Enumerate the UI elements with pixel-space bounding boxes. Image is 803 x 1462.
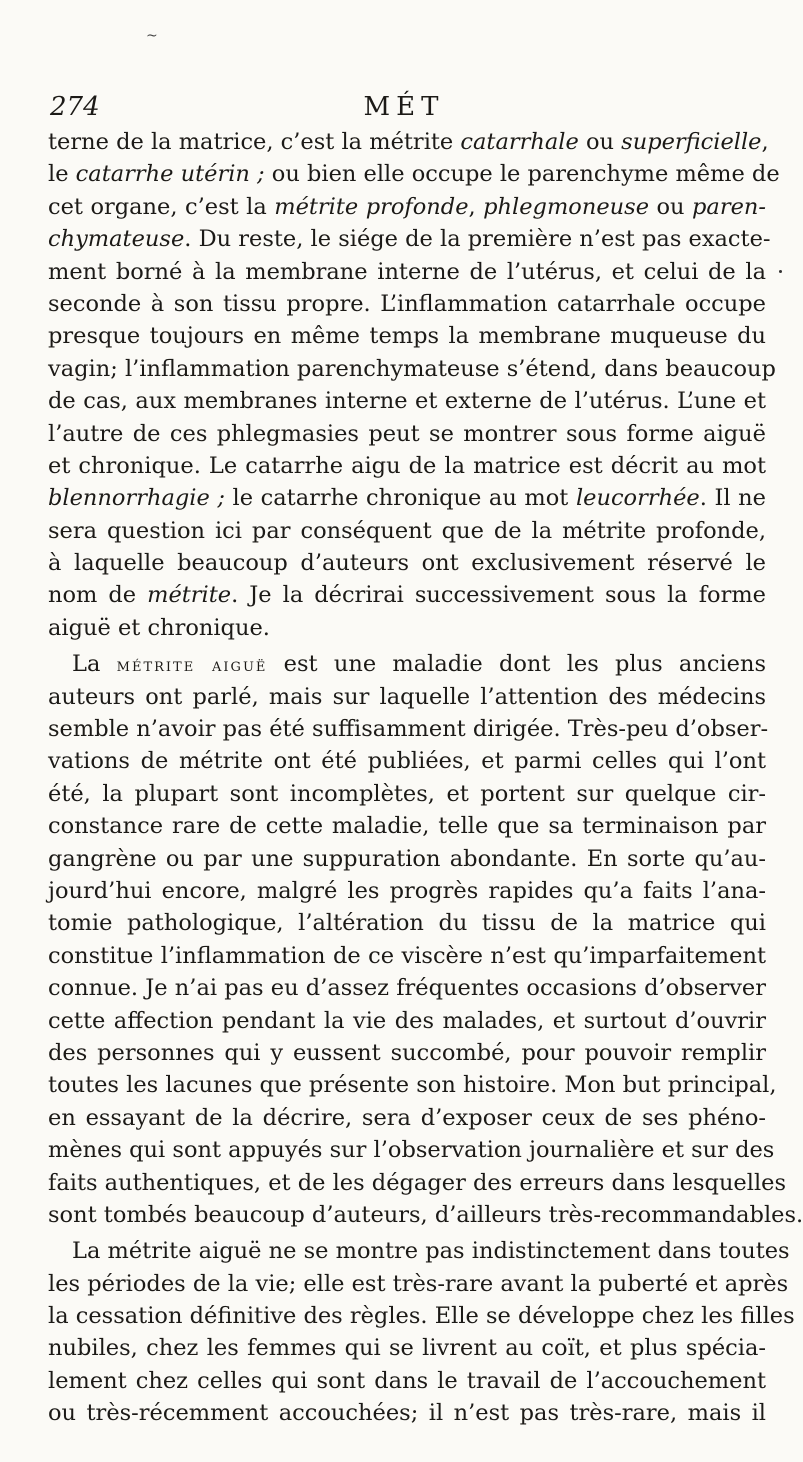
text-line: de cas, aux membranes interne et externe de l’utérus. L’une et [48,388,766,415]
paragraph-3 [48,1235,795,1429]
text-line: connue. Je n’ai pas eu d’assez fréquentes occasions d’observer [48,975,766,1002]
text-line: seconde à son tissu propre. L’inflammation catarrhale occupe [48,290,766,317]
text-line: semble n’avoir pas été suffisamment dirigée. Très-peu d’obser- [48,716,769,743]
text-line: chymateuse. Du reste, le siége de la première n’est pas exacte- [48,226,771,253]
text-line: faits authentiques, et de les dégager des erreurs dans lesquelles [48,1169,787,1196]
text-line: ment borné à la membrane interne de l’utérus, et celui de la [48,258,766,285]
text-line: gangrène ou par une suppuration abondante. En sorte qu’au- [48,845,766,872]
text-line: constitue l’inflammation de ce viscère n’est qu’imparfaitement [48,942,766,969]
text-line: été, la plupart sont incomplètes, et portent sur quelque cir- [48,780,766,807]
text-line: la cessation définitive des règles. Elle se développe chez les filles [48,1303,795,1330]
text-line: à laquelle beaucoup d’auteurs ont exclusivement réservé le [48,550,766,577]
text-line: blennorrhagie ; le catarrhe chronique au mot leucorrhée. Il ne [48,485,766,512]
page-number: 274 [50,92,100,122]
body-text [48,126,803,1430]
text-line: terne de la matrice, c’est la métrite catarrhale ou superficielle, [48,129,769,155]
text-line: tomie pathologique, l’altération du tissu de la matrice qui [48,910,766,937]
text-line: l’autre de ces phlegmasies peut se montrer sous forme aiguë [48,420,766,447]
top-margin-mark: ~ [146,28,158,44]
running-title: MÉT [363,92,445,122]
page-header [50,88,758,128]
text-line: sera question ici par conséquent que de la métrite profonde, [48,517,766,544]
text-line: ou très-récemment accouchées; il n’est pas très-rare, mais il [48,1400,766,1427]
text-line: en essayant de la décrire, sera d’exposer ceux de ses phéno- [48,1104,766,1131]
text-line: aiguë et chronique. [48,614,270,641]
text-line: auteurs ont parlé, mais sur laquelle l’attention des médecins [48,683,766,710]
text-line: sont tombés beaucoup d’auteurs, d’ailleurs très-recommandables. [48,1201,803,1228]
text-line: les périodes de la vie; elle est très-rare avant la puberté et après [48,1270,789,1297]
margin-speck [779,270,782,273]
text-line: le catarrhe utérin ; ou bien elle occupe le parenchyme même de [48,161,780,188]
text-line: des personnes qui y eussent succombé, pour pouvoir remplir [48,1039,766,1066]
text-line: nubiles, chez les femmes qui se livrent au coït, et plus spécia- [48,1335,766,1362]
text-line: mènes qui sont appuyés sur l’observation journalière et sur des [48,1137,775,1164]
text-line: constance rare de cette maladie, telle que sa terminaison par [48,813,766,840]
text-line: La métrite aiguë est une maladie dont les plus anciens [72,651,766,678]
text-line: nom de métrite. Je la décrirai successivement sous la forme [48,582,766,609]
text-line: vagin; l’inflammation parenchymateuse s’étend, dans beaucoup [48,355,776,382]
text-line: jourd’hui encore, malgré les progrès rapides qu’a faits l’ana- [48,877,766,904]
text-line: cette affection pendant la vie des malades, et surtout d’ouvrir [48,1007,766,1034]
text-line: presque toujours en même temps la membrane muqueuse du [48,323,766,350]
text-line: vations de métrite ont été publiées, et parmi celles qui l’ont [48,748,766,775]
paragraph-1 [48,126,780,644]
text-line: lement chez celles qui sont dans le travail de l’accouchement [48,1367,766,1394]
text-line: La métrite aiguë ne se montre pas indistinctement dans toutes [72,1238,790,1265]
text-line: toutes les lacunes que présente son histoire. Mon but principal, [48,1072,777,1099]
text-line: cet organe, c’est la métrite profonde, phlegmoneuse ou paren- [48,193,766,220]
text-line: et chronique. Le catarrhe aigu de la matrice est décrit au mot [48,452,766,479]
paragraph-2 [48,648,803,1231]
